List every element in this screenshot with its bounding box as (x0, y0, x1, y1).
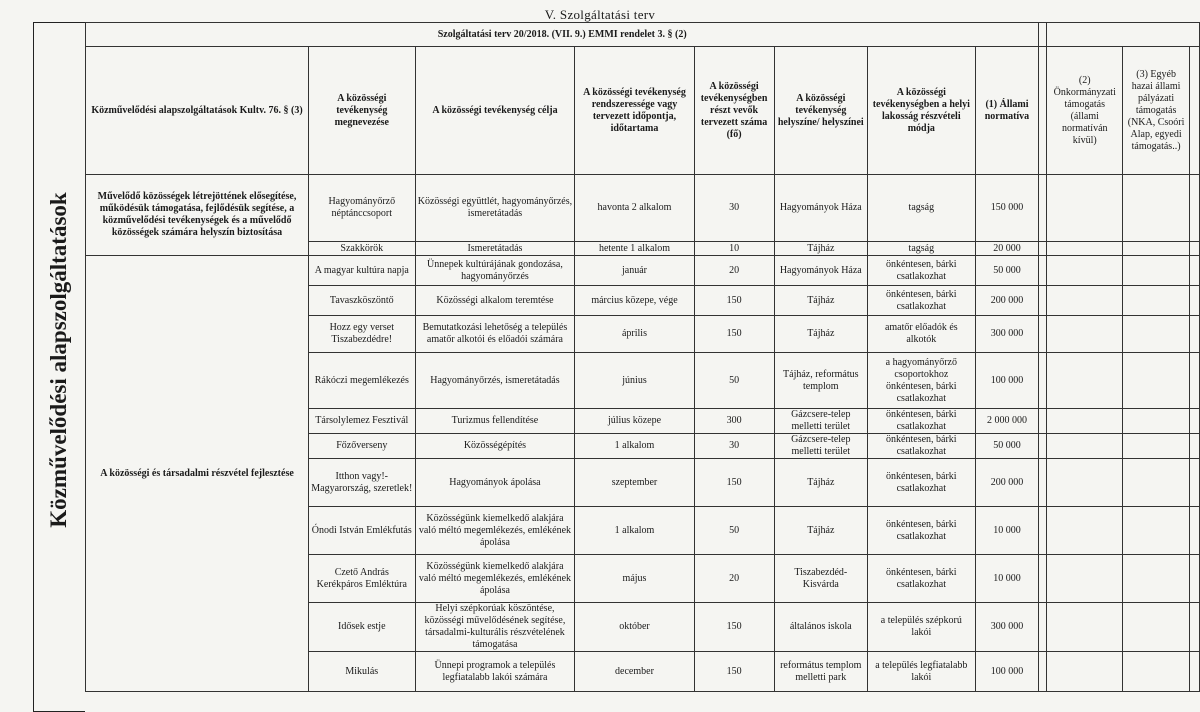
other-grant (1123, 256, 1190, 286)
state-norm-amount: 50 000 (975, 256, 1039, 286)
participation-mode: önkéntesen, bárki csatlakozhat (868, 507, 975, 555)
participation-mode: tagság (868, 242, 975, 256)
regularity: december (575, 652, 694, 692)
state-norm-amount: 10 000 (975, 507, 1039, 555)
header-venue: A közösségi tevékenység helyszíne/ helyszínei (774, 47, 868, 175)
participation-mode: önkéntesen, bárki csatlakozhat (868, 459, 975, 507)
participant-count: 300 (694, 409, 774, 434)
state-norm-amount: 100 000 (975, 353, 1039, 409)
regularity: június (575, 353, 694, 409)
participant-count: 150 (694, 652, 774, 692)
regularity: 1 alkalom (575, 434, 694, 459)
header-other-grant: (3) Egyéb hazai állami pályázati támogatás (NKA, Csoóri Alap, egyedi támogatás..) (1123, 47, 1190, 175)
table-row (86, 256, 1200, 286)
extra-column (1190, 256, 1200, 286)
separator-cell (1039, 434, 1047, 459)
table-title-row (86, 23, 1200, 47)
participation-mode: a település legfiatalabb lakói (868, 652, 975, 692)
regularity: hetente 1 alkalom (575, 242, 694, 256)
municipal-support (1047, 459, 1123, 507)
regularity: január (575, 256, 694, 286)
activity-goal: Hagyományok ápolása (415, 459, 575, 507)
participation-mode: önkéntesen, bárki csatlakozhat (868, 286, 975, 316)
basic-service-category: Művelődő közösségek létrejöttének elősegítése, működésük támogatása, fejlődésük segítése, a közművelődési tevékenységek és a művelődő közösségek számára helyszín biztosítása (86, 175, 309, 256)
extra-column (1190, 316, 1200, 353)
municipal-support (1047, 507, 1123, 555)
activity-goal: Közösségünk kiemelkedő alakjára való méltó megemlékezés, emlékének ápolása (415, 555, 575, 603)
activity-goal: Turizmus fellendítése (415, 409, 575, 434)
extra-column (1190, 603, 1200, 652)
state-norm-amount: 50 000 (975, 434, 1039, 459)
participation-mode: önkéntesen, bárki csatlakozhat (868, 409, 975, 434)
activity-name: Tavaszköszöntő (309, 286, 416, 316)
extra-column (1190, 434, 1200, 459)
activity-name: Hozz egy verset Tiszabezdédre! (309, 316, 416, 353)
venue: Tájház, református templom (774, 353, 868, 409)
municipal-support (1047, 409, 1123, 434)
other-grant (1123, 409, 1190, 434)
other-grant (1123, 507, 1190, 555)
municipal-support (1047, 175, 1123, 242)
activity-goal: Közösségi együttlét, hagyományőrzés, ismeretátadás (415, 175, 575, 242)
venue: Hagyományok Háza (774, 256, 868, 286)
venue: általános iskola (774, 603, 868, 652)
regularity: október (575, 603, 694, 652)
participant-count: 50 (694, 507, 774, 555)
separator-cell (1039, 603, 1047, 652)
participation-mode: önkéntesen, bárki csatlakozhat (868, 256, 975, 286)
activity-goal: Ismeretátadás (415, 242, 575, 256)
other-grant (1123, 316, 1190, 353)
venue: Tájház (774, 459, 868, 507)
participation-mode: a hagyományőrző csoportokhoz önkéntesen, bárki csatlakozhat (868, 353, 975, 409)
participant-count: 150 (694, 316, 774, 353)
other-grant (1123, 603, 1190, 652)
extra-column (1190, 175, 1200, 242)
extra-column (1190, 507, 1200, 555)
municipal-support (1047, 353, 1123, 409)
other-grant (1123, 286, 1190, 316)
activity-name: Rákóczi megemlékezés (309, 353, 416, 409)
activity-name: Főzőverseny (309, 434, 416, 459)
separator-cell (1039, 286, 1047, 316)
header-participation: A közösségi tevékenységben a helyi lakosság részvételi módja (868, 47, 975, 175)
activity-name: Czető András Kerékpáros Emléktúra (309, 555, 416, 603)
venue: Tiszabezdéd-Kisvárda (774, 555, 868, 603)
participant-count: 20 (694, 555, 774, 603)
activity-name: Itthon vagy!- Magyarország, szeretlek! (309, 459, 416, 507)
separator-cell (1039, 353, 1047, 409)
state-norm-amount: 20 000 (975, 242, 1039, 256)
header-municipal: (2) Önkormányzati támogatás (állami normatíván kívül) (1047, 47, 1123, 175)
extra-column (1190, 286, 1200, 316)
state-norm-amount: 300 000 (975, 316, 1039, 353)
venue: Tájház (774, 316, 868, 353)
participation-mode: a település szépkorú lakói (868, 603, 975, 652)
separator-cell (1039, 555, 1047, 603)
municipal-support (1047, 434, 1123, 459)
state-norm-amount: 10 000 (975, 555, 1039, 603)
separator-cell (1039, 47, 1047, 175)
regularity: 1 alkalom (575, 507, 694, 555)
participation-mode: önkéntesen, bárki csatlakozhat (868, 434, 975, 459)
side-label: Közművelődési alapszolgáltatások (46, 192, 71, 528)
activity-goal: Közösségünk kiemelkedő alakjára való méltó megemlékezés, emlékének ápolása (415, 507, 575, 555)
regularity: május (575, 555, 694, 603)
other-grant (1123, 434, 1190, 459)
service-plan-table (85, 22, 1200, 692)
page-title: V. Szolgáltatási terv (544, 7, 656, 22)
header-participants: A közösségi tevékenységben részt vevők tervezett száma (fő) (694, 47, 774, 175)
participant-count: 50 (694, 353, 774, 409)
state-norm-amount: 2 000 000 (975, 409, 1039, 434)
header-extra (1190, 47, 1200, 175)
blank-header-cell (1047, 23, 1200, 47)
activity-goal: Közösségi alkalom teremtése (415, 286, 575, 316)
header-basic-service: Közművelődési alapszolgáltatások Kultv. 76. § (3) (86, 47, 309, 175)
activity-goal: Közösségépítés (415, 434, 575, 459)
participation-mode: tagság (868, 175, 975, 242)
activity-name: Társolylemez Fesztivál (309, 409, 416, 434)
extra-column (1190, 652, 1200, 692)
state-norm-amount: 150 000 (975, 175, 1039, 242)
participant-count: 150 (694, 603, 774, 652)
header-activity-goal: A közösségi tevékenység célja (415, 47, 575, 175)
extra-column (1190, 353, 1200, 409)
regularity: július közepe (575, 409, 694, 434)
table-row (86, 175, 1200, 242)
state-norm-amount: 300 000 (975, 603, 1039, 652)
activity-goal: Helyi szépkorúak köszöntése, közösségi művelődésének segítése, társadalmi-kulturális részvételének támogatása (415, 603, 575, 652)
other-grant (1123, 459, 1190, 507)
separator-cell (1039, 242, 1047, 256)
venue: református templom melletti park (774, 652, 868, 692)
header-activity-name: A közösségi tevékenység megnevezése (309, 47, 416, 175)
extra-column (1190, 459, 1200, 507)
separator-cell (1039, 652, 1047, 692)
state-norm-amount: 200 000 (975, 286, 1039, 316)
venue: Tájház (774, 286, 868, 316)
participant-count: 20 (694, 256, 774, 286)
regularity: havonta 2 alkalom (575, 175, 694, 242)
basic-service-category: A közösségi és társadalmi részvétel fejlesztése (86, 256, 309, 692)
municipal-support (1047, 555, 1123, 603)
participation-mode: önkéntesen, bárki csatlakozhat (868, 555, 975, 603)
activity-name: Ónodi István Emlékfutás (309, 507, 416, 555)
extra-column (1190, 242, 1200, 256)
participant-count: 30 (694, 434, 774, 459)
column-header-row (86, 47, 1200, 175)
activity-goal: Bemutatkozási lehetőség a település amatőr alkotói és előadói számára (415, 316, 575, 353)
participant-count: 10 (694, 242, 774, 256)
separator-cell (1039, 507, 1047, 555)
municipal-support (1047, 652, 1123, 692)
municipal-support (1047, 286, 1123, 316)
participant-count: 150 (694, 286, 774, 316)
separator-cell (1039, 409, 1047, 434)
municipal-support (1047, 603, 1123, 652)
activity-goal: Ünnepek kultúrájának gondozása, hagyományőrzés (415, 256, 575, 286)
activity-name: Hagyományőrző néptánccsoport (309, 175, 416, 242)
activity-name: Szakkörök (309, 242, 416, 256)
separator-cell (1039, 175, 1047, 242)
activity-name: Mikulás (309, 652, 416, 692)
other-grant (1123, 652, 1190, 692)
venue: Gázcsere-telep melletti terület (774, 434, 868, 459)
participant-count: 150 (694, 459, 774, 507)
regularity: szeptember (575, 459, 694, 507)
separator-cell (1039, 459, 1047, 507)
venue: Tájház (774, 507, 868, 555)
activity-name: A magyar kultúra napja (309, 256, 416, 286)
separator-cell (1039, 316, 1047, 353)
participant-count: 30 (694, 175, 774, 242)
regularity: március közepe, vége (575, 286, 694, 316)
extra-column (1190, 409, 1200, 434)
municipal-support (1047, 242, 1123, 256)
other-grant (1123, 242, 1190, 256)
separator-cell (1039, 23, 1047, 47)
municipal-support (1047, 316, 1123, 353)
other-grant (1123, 555, 1190, 603)
state-norm-amount: 100 000 (975, 652, 1039, 692)
header-regularity: A közösségi tevékenység rendszeressége vagy tervezett időpontja, időtartama (575, 47, 694, 175)
municipal-support (1047, 256, 1123, 286)
extra-column (1190, 555, 1200, 603)
table-title: Szolgáltatási terv 20/2018. (VII. 9.) EMMI rendelet 3. § (2) (86, 23, 1039, 47)
other-grant (1123, 353, 1190, 409)
other-grant (1123, 175, 1190, 242)
activity-name: Idősek estje (309, 603, 416, 652)
venue: Tájház (774, 242, 868, 256)
regularity: április (575, 316, 694, 353)
header-state-norm: (1) Állami normatíva (975, 47, 1039, 175)
venue: Gázcsere-telep melletti terület (774, 409, 868, 434)
side-label-box (33, 22, 85, 712)
state-norm-amount: 200 000 (975, 459, 1039, 507)
activity-goal: Ünnepi programok a település legfiatalabb lakói számára (415, 652, 575, 692)
activity-goal: Hagyományőrzés, ismeretátadás (415, 353, 575, 409)
venue: Hagyományok Háza (774, 175, 868, 242)
participation-mode: amatőr előadók és alkotók (868, 316, 975, 353)
separator-cell (1039, 256, 1047, 286)
